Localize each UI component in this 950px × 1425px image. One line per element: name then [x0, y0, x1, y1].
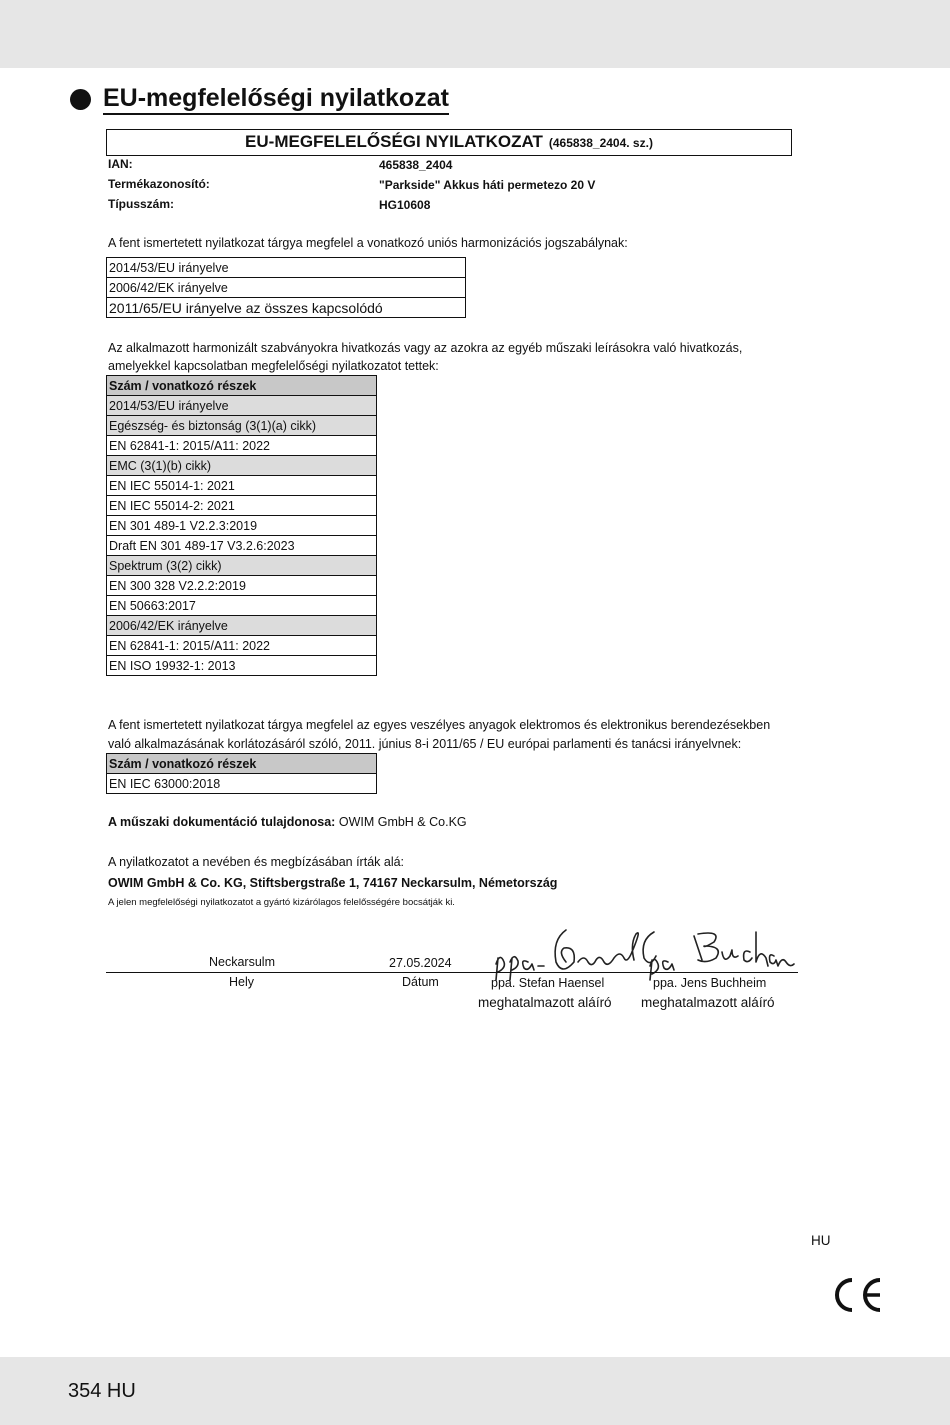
type-number-value: HG10608	[379, 198, 431, 212]
documentation-owner	[108, 815, 467, 829]
directives-table	[106, 257, 466, 318]
signer-name-2: ppa. Jens Buchheim	[653, 976, 767, 990]
signed-text: A nyilatkozatot a nevében és megbízásában írták alá:	[108, 855, 405, 869]
standard-cell: Egészség- és biztonság (3(1)(a) cikk)	[107, 416, 377, 436]
directive-cell: 2014/53/EU irányelve	[107, 258, 466, 278]
table-row	[107, 556, 377, 576]
standard-cell: EN ISO 19932-1: 2013	[107, 656, 377, 676]
signer-name-1: ppa. Stefan Haensel	[491, 976, 605, 990]
place-value: Neckarsulm	[209, 955, 275, 969]
signer-role-1: meghatalmazott aláíró	[478, 995, 612, 1010]
ian-value: 465838_2404	[379, 158, 453, 172]
page-number: 354 HU	[68, 1380, 136, 1402]
declaration-number: (465838_2404. sz.)	[548, 136, 653, 150]
standards-table	[106, 375, 377, 676]
standards-intro-line-2: amelyekkel kapcsolatban megfelelőségi nyilatkozatot tettek:	[108, 359, 439, 373]
ce-mark-icon	[830, 1276, 884, 1314]
standard-cell: EMC (3(1)(b) cikk)	[107, 456, 377, 476]
table-header: Szám / vonatkozó részek	[107, 376, 377, 396]
standards-intro-line-1: Az alkalmazott harmonizált szabványokra hivatkozás vagy az azokra az egyéb műszaki leírásokra való hivatkozás,	[108, 341, 743, 355]
bullet-dot-icon	[70, 89, 91, 110]
table-row	[107, 416, 377, 436]
standard-cell: EN 50663:2017	[107, 596, 377, 616]
table-row	[107, 656, 377, 676]
table-row	[107, 616, 377, 636]
table-row	[107, 496, 377, 516]
table-row	[107, 596, 377, 616]
standard-cell: EN IEC 55014-2: 2021	[107, 496, 377, 516]
standard-cell: 2014/53/EU irányelve	[107, 396, 377, 416]
standard-cell: Draft EN 301 489-17 V3.2.6:2023	[107, 536, 377, 556]
standard-cell: Spektrum (3(2) cikk)	[107, 556, 377, 576]
rohs-table	[106, 753, 377, 794]
table-row	[107, 436, 377, 456]
table-row	[107, 278, 466, 298]
table-row	[107, 476, 377, 496]
directive-cell: 2011/65/EU irányelve az összes kapcsolódó	[107, 298, 466, 318]
table-header-row	[107, 376, 377, 396]
handwritten-signature	[488, 922, 800, 982]
table-row	[107, 516, 377, 536]
date-label: Dátum	[402, 975, 439, 989]
declaration-title-box	[106, 129, 792, 156]
company-address: OWIM GmbH & Co. KG, Stiftsbergstraße 1, 74167 Neckarsulm, Németország	[108, 876, 558, 890]
table-row	[107, 774, 377, 794]
footer-band	[0, 1357, 950, 1425]
section-heading	[70, 84, 449, 115]
intro-text: A fent ismertetett nyilatkozat tárgya megfelel a vonatkozó uniós harmonizációs jogszabálynak:	[108, 236, 628, 250]
standard-cell: EN 62841-1: 2015/A11: 2022	[107, 436, 377, 456]
owner-label: A műszaki dokumentáció tulajdonosa:	[108, 815, 336, 829]
type-number-label: Típusszám:	[108, 197, 175, 211]
standard-cell: EN 62841-1: 2015/A11: 2022	[107, 636, 377, 656]
standard-cell: 2006/42/EK irányelve	[107, 616, 377, 636]
standard-cell: EN IEC 55014-1: 2021	[107, 476, 377, 496]
date-value: 27.05.2024	[389, 956, 452, 970]
table-row	[107, 396, 377, 416]
table-header-row	[107, 754, 377, 774]
page-title: EU-megfelelőségi nyilatkozat	[103, 84, 449, 115]
signature-line	[106, 972, 798, 973]
rohs-intro-line-2: való alkalmazásának korlátozásáról szóló, 2011. június 8-i 2011/65 / EU európai parlamenti és tanácsi irányelvnek:	[108, 737, 742, 751]
table-row	[107, 636, 377, 656]
table-row	[107, 576, 377, 596]
header-band	[0, 0, 950, 68]
table-row	[107, 456, 377, 476]
owner-value: OWIM GmbH & Co.KG	[338, 815, 467, 829]
ian-label: IAN:	[108, 157, 133, 171]
language-mark: HU	[811, 1233, 831, 1248]
directive-cell: 2006/42/EK irányelve	[107, 278, 466, 298]
responsibility-text: A jelen megfelelőségi nyilatkozatot a gyártó kizárólagos felelősségére bocsátják ki.	[108, 897, 455, 908]
product-id-label: Termékazonosító:	[108, 177, 210, 191]
rohs-intro-line-1: A fent ismertetett nyilatkozat tárgya megfelel az egyes veszélyes anyagok elektromos és elektronikus berendezésekben	[108, 718, 771, 732]
standard-cell: EN 301 489-1 V2.2.3:2019	[107, 516, 377, 536]
table-row	[107, 536, 377, 556]
place-label: Hely	[229, 975, 255, 989]
standard-cell: EN 300 328 V2.2.2:2019	[107, 576, 377, 596]
table-header: Szám / vonatkozó részek	[107, 754, 377, 774]
table-row	[107, 298, 466, 318]
signer-role-2: meghatalmazott aláíró	[641, 995, 775, 1010]
product-id-value: "Parkside" Akkus háti permetezo 20 V	[379, 178, 596, 192]
table-row	[107, 258, 466, 278]
declaration-title: EU-MEGFELELŐSÉGI NYILATKOZAT	[245, 132, 543, 151]
standard-cell: EN IEC 63000:2018	[107, 774, 377, 794]
